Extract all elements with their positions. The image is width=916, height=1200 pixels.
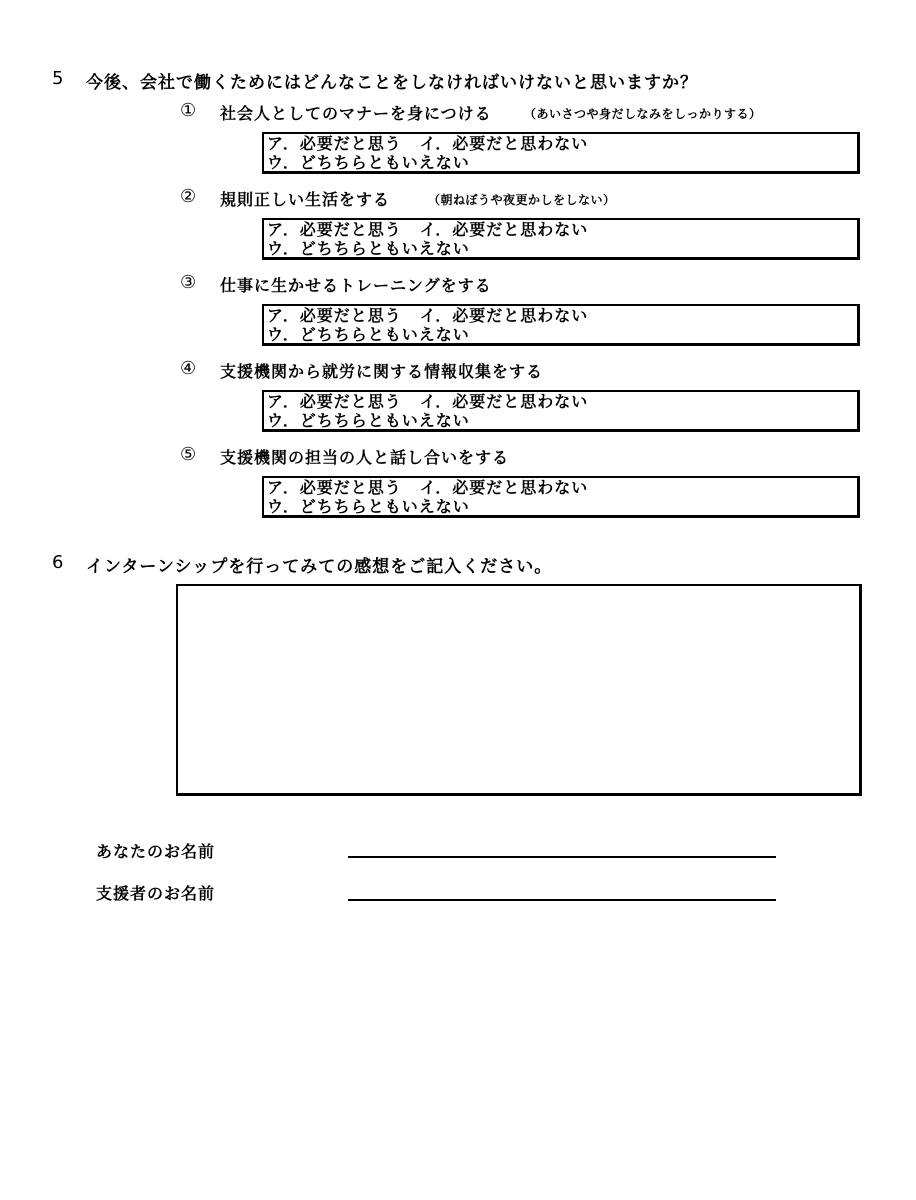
item-4-options-box[interactable] (262, 390, 860, 432)
item-1-marker: ① (180, 100, 197, 121)
item-3-option-i[interactable]: イ．必要だと思わない (419, 306, 589, 325)
item-1-option-u[interactable]: ウ．どちちらともいえない (267, 153, 470, 172)
question-5-number: 5 (52, 68, 64, 89)
item-2-option-a[interactable]: ア．必要だと思う (267, 220, 402, 239)
item-5-text: 支援機関の担当の人と話し合いをする (220, 448, 510, 467)
item-3-option-a[interactable]: ア．必要だと思う (267, 306, 402, 325)
comment-box[interactable] (176, 584, 862, 796)
question-6-number: 6 (52, 552, 64, 573)
supporter-name-label: 支援者のお名前 (96, 884, 216, 903)
item-5-options-line-1 (267, 479, 588, 497)
item-5-options-box[interactable] (262, 476, 860, 518)
item-2-note: （朝ねぼうや夜更かしをしない） (428, 193, 616, 207)
item-4-option-a[interactable]: ア．必要だと思う (267, 392, 402, 411)
item-1-options-box[interactable] (262, 132, 860, 174)
question-6-text: インターンシップを行ってみての感想をご記入ください。 (86, 557, 553, 577)
item-5-option-i[interactable]: イ．必要だと思わない (419, 478, 589, 497)
item-2-option-u[interactable]: ウ．どちちらともいえない (267, 239, 470, 258)
item-2-text: 規則正しい生活をする (220, 190, 391, 209)
item-1-option-i[interactable]: イ．必要だと思わない (419, 134, 589, 153)
item-1-option-a[interactable]: ア．必要だと思う (267, 134, 402, 153)
item-4-options-line-1 (267, 393, 588, 411)
item-5-options-line-2 (267, 498, 470, 516)
item-2-options-line-1 (267, 221, 588, 239)
item-5-marker: ⑤ (180, 444, 197, 465)
item-1-options-line-2 (267, 154, 470, 172)
item-3-options-line-2 (267, 326, 470, 344)
your-name-label: あなたのお名前 (96, 842, 216, 861)
item-5-option-u[interactable]: ウ．どちちらともいえない (267, 497, 470, 516)
item-2-options-box[interactable] (262, 218, 860, 260)
item-3-option-u[interactable]: ウ．どちちらともいえない (267, 325, 470, 344)
item-5-option-a[interactable]: ア．必要だと思う (267, 478, 402, 497)
item-4-marker: ④ (180, 358, 197, 379)
item-3-text: 仕事に生かせるトレーニングをする (220, 276, 492, 295)
item-4-option-i[interactable]: イ．必要だと思わない (419, 392, 589, 411)
item-2-option-i[interactable]: イ．必要だと思わない (419, 220, 589, 239)
item-2-options-line-2 (267, 240, 470, 258)
question-5-text: 今後、会社で働くためにはどんなことをしなければいけないと思いますか？ (86, 73, 698, 93)
item-4-option-u[interactable]: ウ．どちちらともいえない (267, 411, 470, 430)
item-3-options-box[interactable] (262, 304, 860, 346)
item-1-options-line-1 (267, 135, 588, 153)
item-4-text: 支援機関から就労に関する情報収集をする (220, 362, 544, 381)
item-3-options-line-1 (267, 307, 588, 325)
item-2-marker: ② (180, 186, 197, 207)
item-1-text: 社会人としてのマナーを身につける (220, 104, 492, 123)
item-1-note: （あいさつや身だしなみをしっかりする） (524, 107, 762, 121)
your-name-line[interactable] (348, 856, 776, 858)
item-4-options-line-2 (267, 412, 470, 430)
item-3-marker: ③ (180, 272, 197, 293)
supporter-name-line[interactable] (348, 899, 776, 901)
